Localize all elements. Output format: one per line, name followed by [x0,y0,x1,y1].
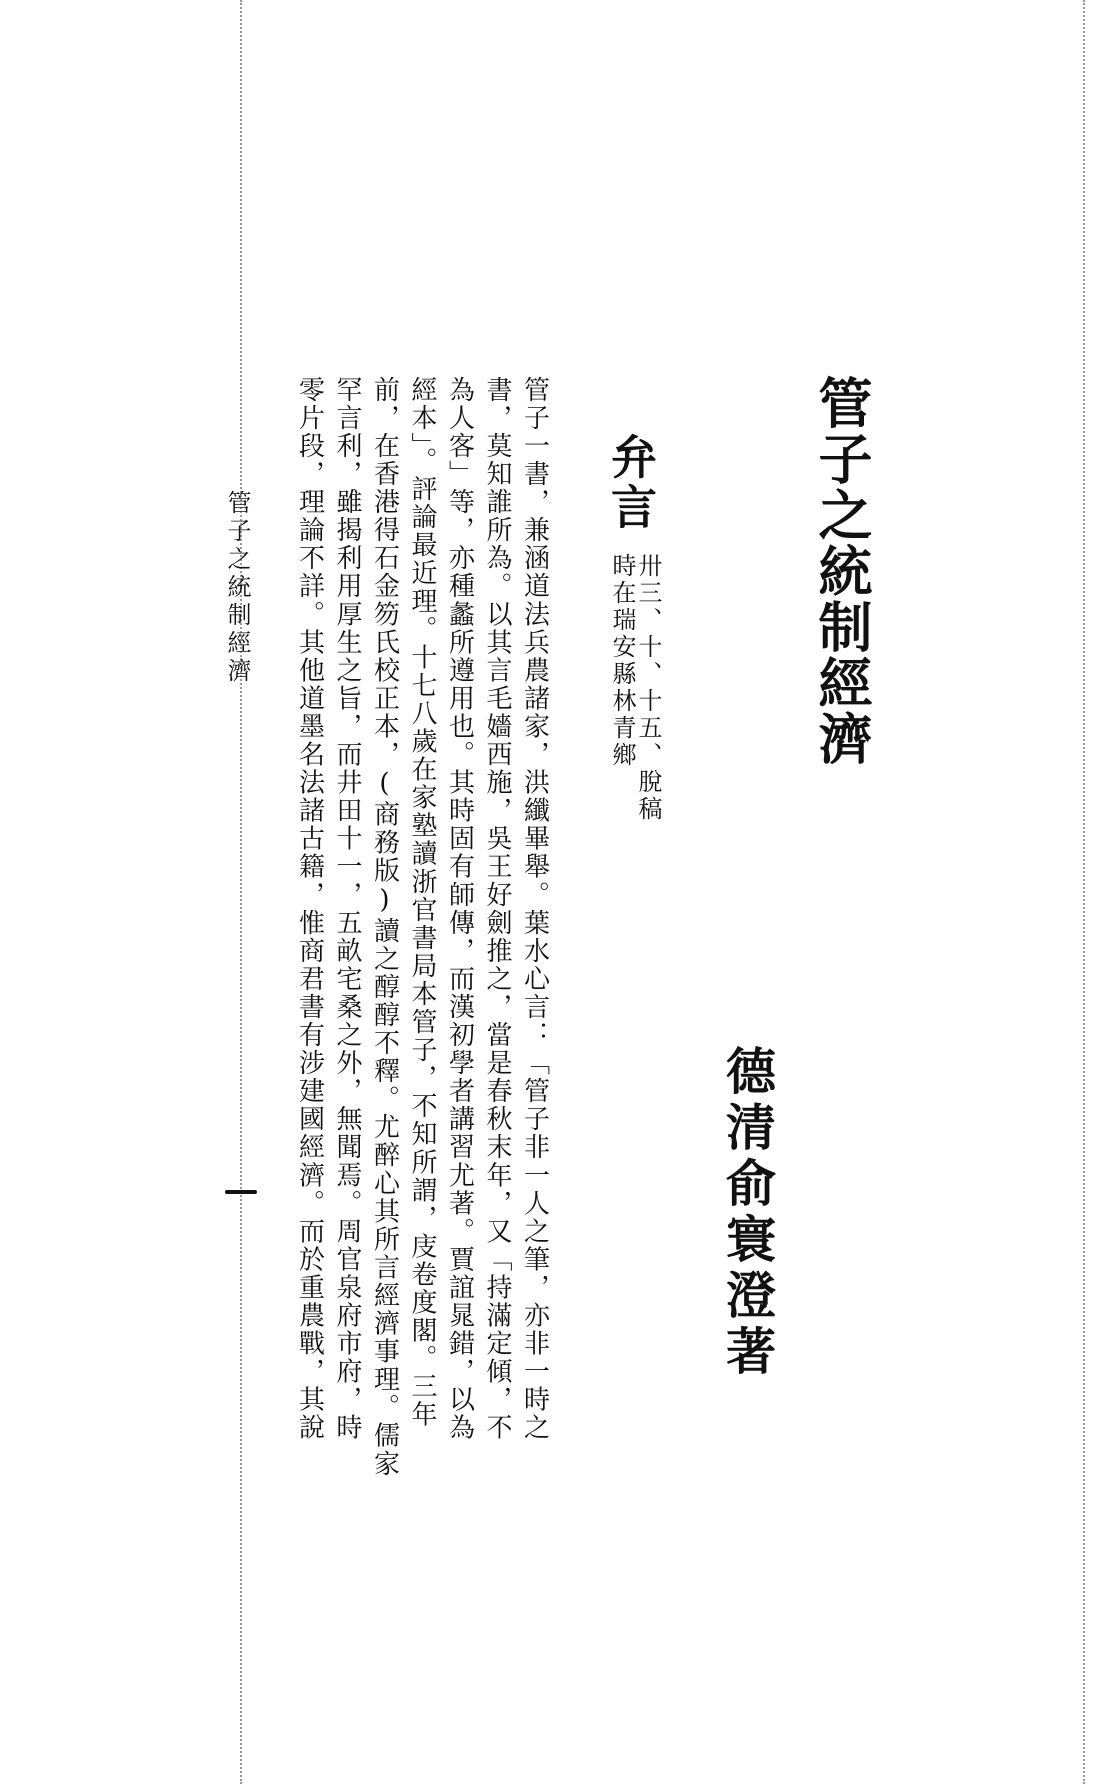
left-margin-guide [240,0,242,1784]
book-title: 管子之統制經濟 [810,375,874,767]
preface-heading: 弁言 [604,433,658,533]
author-line: 德清俞寰澄著 [718,1045,777,1381]
page-number [225,1190,257,1194]
body-line: 經本」。評論最近理。十七八歲在家塾讀浙官書局本管子，不知所謂，庋卷度閣。三年 [407,376,437,1429]
right-margin-guide [1083,0,1085,1784]
preface-body [290,376,553,1478]
body-line: 前，在香港得石金笏氏校正本，(商務版)讀之醇醇不釋。尤醉心其所言經濟事理。儒家 [369,376,400,1478]
body-line: 為人客」等，亦種蠡所遵用也。其時固有師傳，而漢初學者講習尤著。賈誼晁錯，以為 [444,376,475,1442]
body-line: 管子一書，兼涵道法兵農諸家，洪纖畢舉。葉水心言：「管子非一人之筆，亦非一時之 [519,376,550,1442]
preface-note-place: 時在瑞安縣林青鄉 [608,553,636,769]
body-line: 書，莫知誰所為。以其言毛嬙西施，吳王好劍推之，當是春秋末年，又「持滿定傾，不 [482,376,512,1442]
running-footer: 管子之統制經濟 [223,490,251,686]
preface-note-date: 卅三、十、十五、脫稿 [634,553,662,823]
body-line: 罕言利，雖揭利用厚生之旨，而井田十一，五畝宅桑之外，無聞焉。周官泉府市府，時 [332,376,362,1442]
body-line: 零片段，理論不詳。其他道墨名法諸古籍，惟商君書有涉建國經濟。而於重農戰，其說 [294,376,325,1442]
